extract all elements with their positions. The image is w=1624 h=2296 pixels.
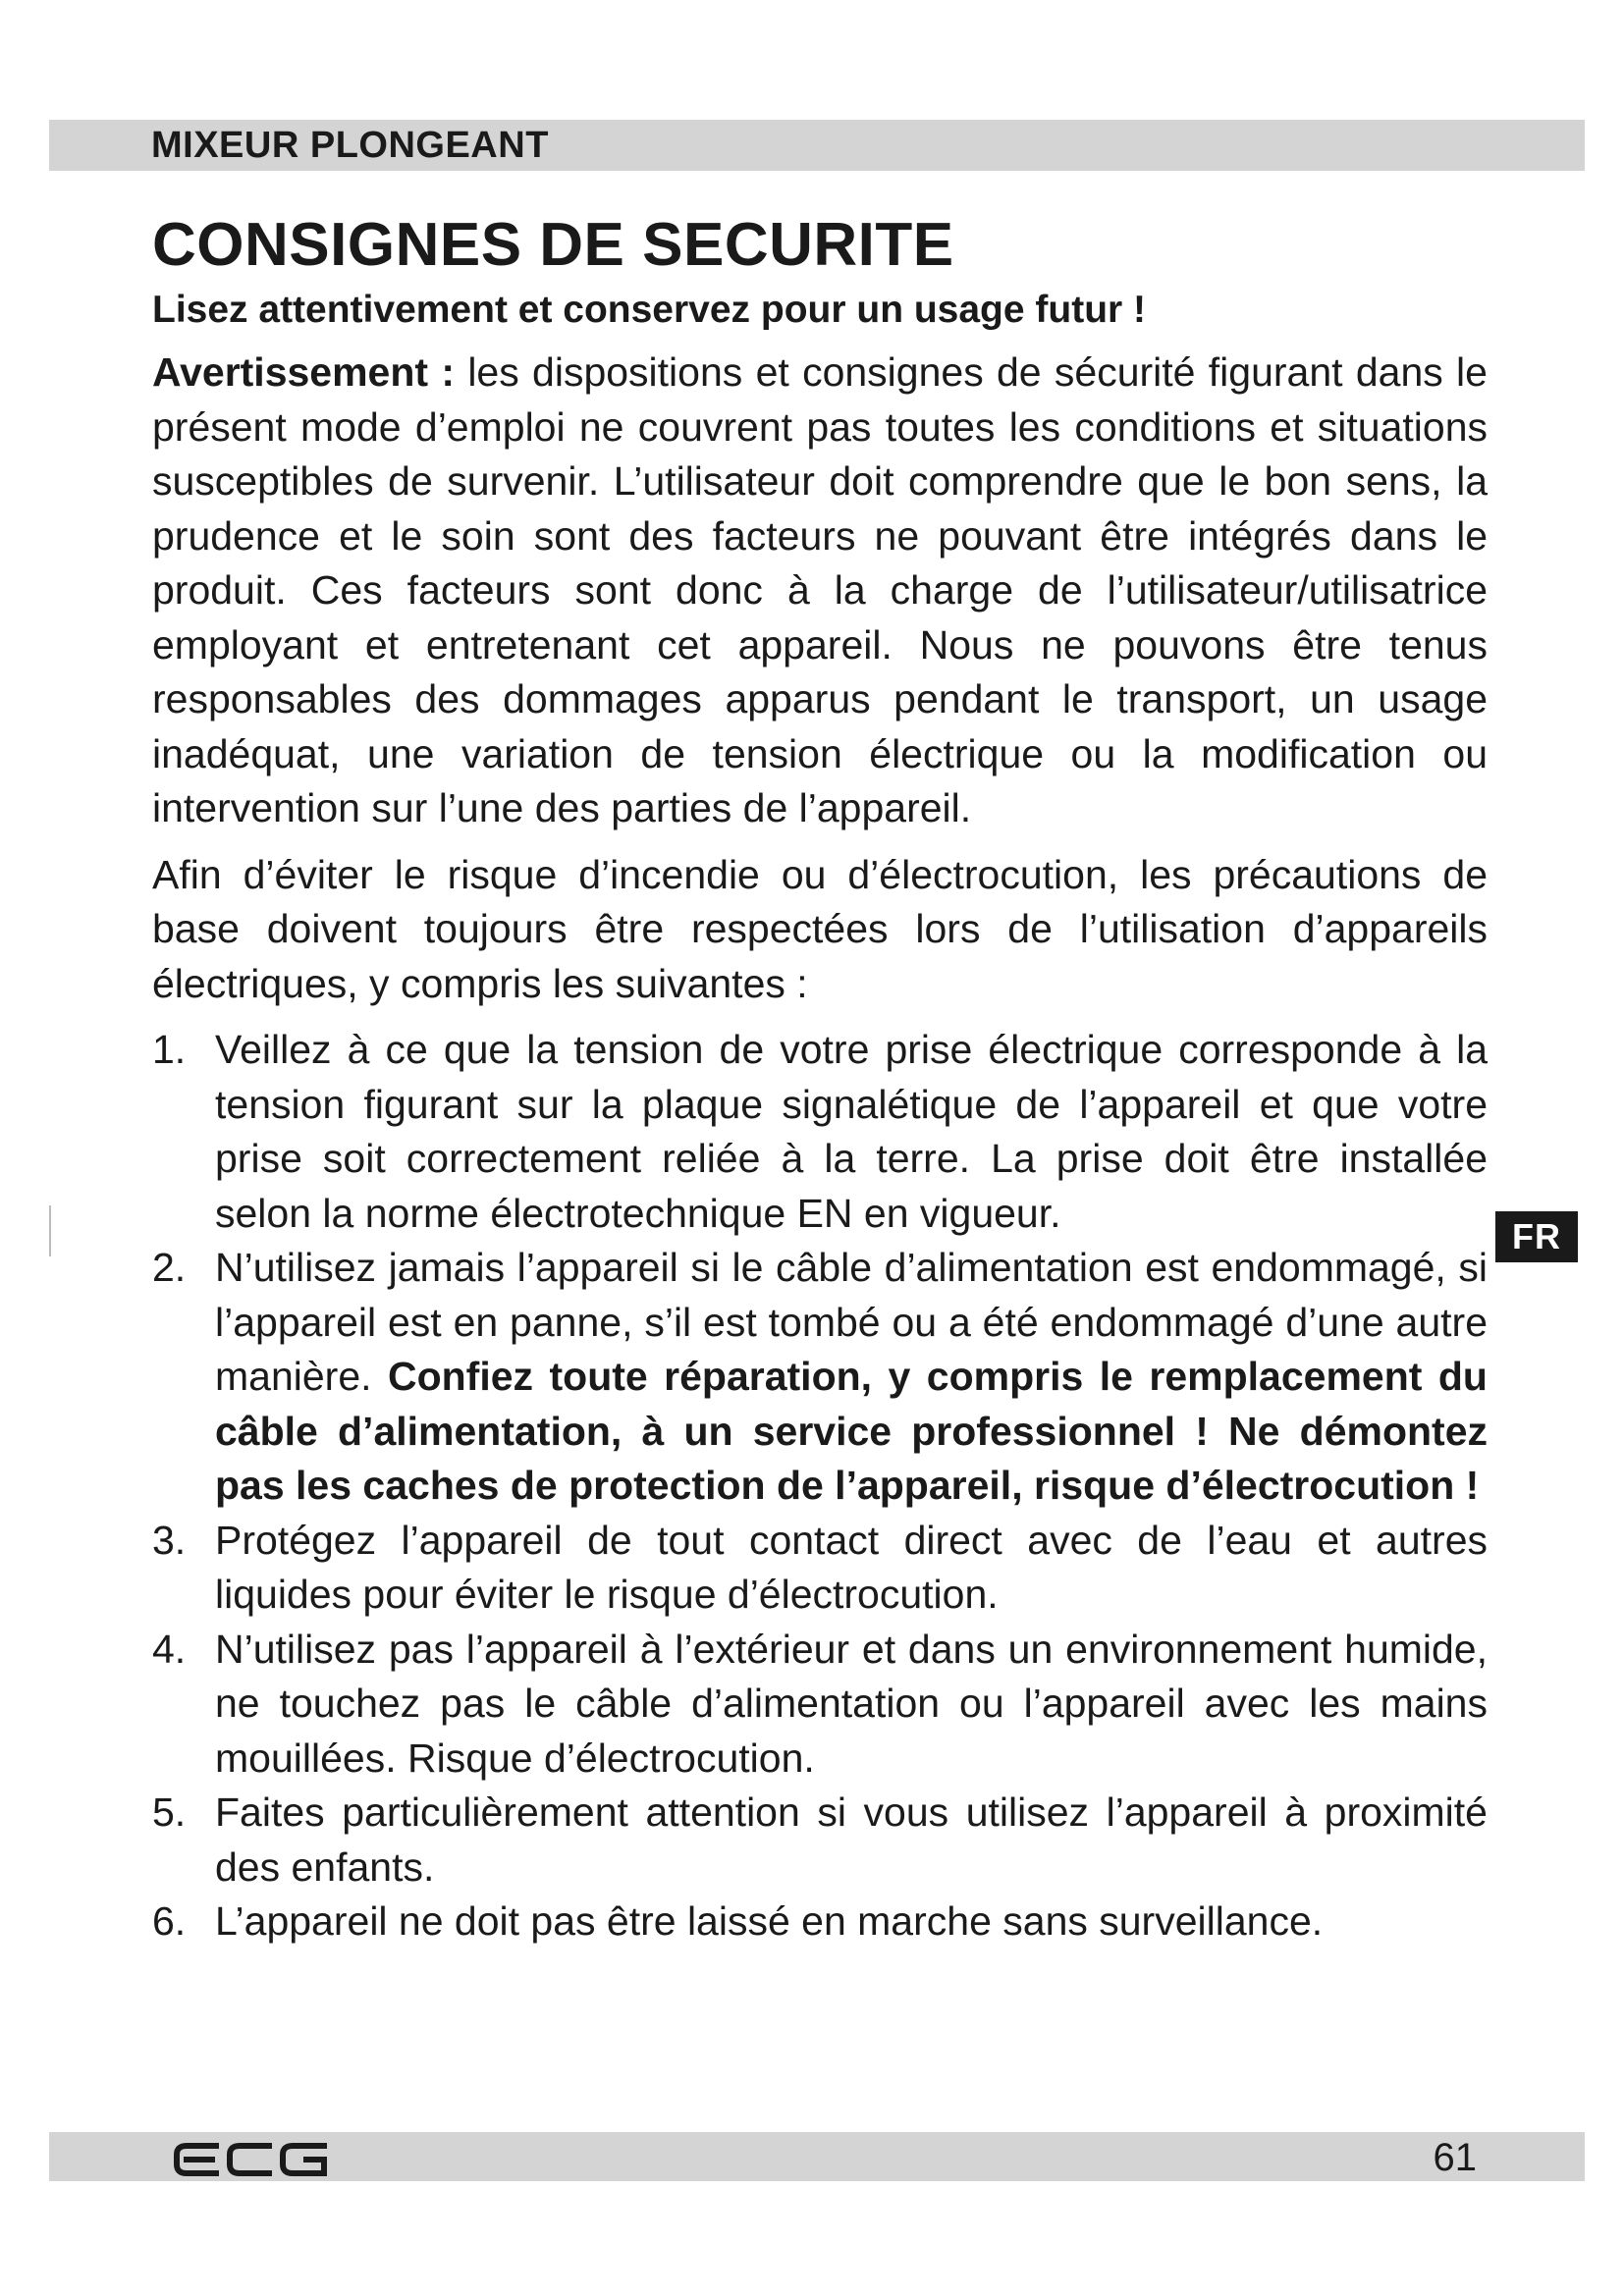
list-item [152, 1623, 1488, 1787]
list-item-number: 5. [152, 1789, 187, 1835]
header-title: MIXEUR PLONGEANT [151, 125, 549, 166]
list-item-text: N’utilisez pas l’appareil à l’extérieur et dans un environnement humide, ne touchez pas le câble d’alimentation ou l’appareil avec les mains mouillées. Risque d’électrocution. [215, 1626, 1488, 1781]
intro-paragraph: Afin d’éviter le risque d’incendie ou d’électrocution, les précautions de base doivent toujours être respectées lors de l’utilisation d’appareils électriques, y compris les suivantes : [152, 851, 1488, 1006]
ecg-logo [173, 2142, 330, 2182]
warning-paragraph [152, 346, 1488, 836]
list-item-text: Protégez l’appareil de tout contact direct avec de l’eau et autres liquides pour éviter le risque d’électrocution. [215, 1517, 1488, 1617]
list-item-number: 2. [152, 1245, 187, 1290]
list-item-number: 1. [152, 1027, 187, 1072]
safety-list [152, 1023, 1488, 1949]
page-number: 61 [1433, 2136, 1477, 2179]
list-item-number: 3. [152, 1517, 187, 1563]
main-content [152, 206, 1488, 1949]
language-tab: FR [1495, 1211, 1578, 1262]
margin-mark [49, 1205, 51, 1256]
section-subtitle: Lisez attentivement et conservez pour un usage futur ! [152, 289, 1147, 331]
list-item-bold-text: Confiez toute réparation, y compris le remplacement du câble d’alimentation, à un service professionnel ! Ne démontez pas les caches de protection de l’appareil, risque d’électrocution ! [215, 1354, 1488, 1508]
list-item-text: Veillez à ce que la tension de votre prise électrique corresponde à la tension figurant sur la plaque signalétique de l’appareil et que votre prise soit correctement reliée à la terre. La prise doit être installée selon la norme électrotechnique EN en vigueur. [215, 1027, 1488, 1236]
header-bar [49, 120, 1585, 171]
list-item-text: L’appareil ne doit pas être laissé en marche sans surveillance. [215, 1898, 1324, 1944]
ecg-logo-icon [173, 2142, 330, 2177]
list-item [152, 1023, 1488, 1241]
warning-text: les dispositions et consignes de sécurité figurant dans le présent mode d’emploi ne couvrent pas toutes les conditions et situations susceptibles de survenir. L’utilisateur doit comprendre que le bon sens, la prudence et le soin sont des facteurs ne pouvant être intégrés dans le produit. Ces facteurs sont donc à la charge de l’utilisateur/utilisatrice employant et entretenant cet appareil. Nous ne pouvons être tenus responsables des dommages apparus pendant le transport, un usage inadéquat, une variation de tension électrique ou la modification ou intervention sur l’une des parties de l’appareil. [152, 349, 1488, 830]
list-item-text: N’utilisez jamais l’appareil si le câble d’alimentation est endommagé, si l’appareil est en panne, s’il est tombé ou a été endommagé d’une autre manière. [215, 1245, 1488, 1399]
list-item [152, 1514, 1488, 1623]
list-item-number: 4. [152, 1626, 187, 1672]
section-title: CONSIGNES DE SECURITE [152, 211, 954, 279]
list-item [152, 1786, 1488, 1895]
list-item [152, 1895, 1488, 1949]
warning-label: Avertissement : [152, 349, 456, 395]
list-item-number: 6. [152, 1898, 187, 1944]
list-item [152, 1241, 1488, 1514]
list-item-text: Faites particulièrement attention si vous utilisez l’appareil à proximité des enfants. [215, 1789, 1488, 1890]
